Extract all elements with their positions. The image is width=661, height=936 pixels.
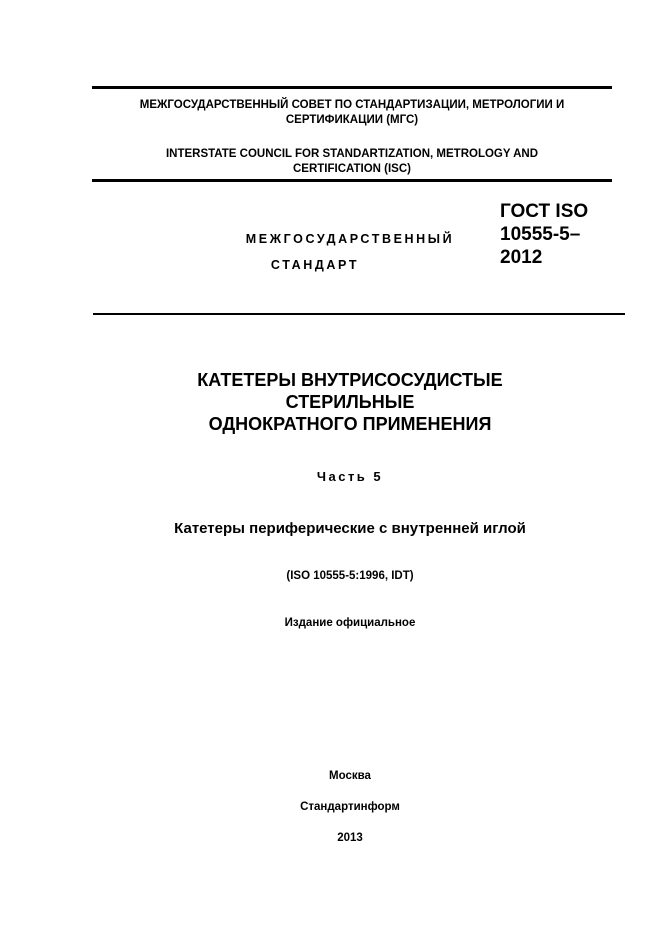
- part-number: Часть 5: [316, 469, 384, 484]
- publication-year: 2013: [337, 832, 363, 844]
- standard-number-line3: 2012: [500, 247, 543, 268]
- standard-number-line1: ГОСТ ISO: [500, 201, 589, 222]
- title-line1: КАТЕТЕРЫ ВНУТРИСОСУДИСТЫЕ: [197, 370, 503, 390]
- edition-note: Издание официальное: [284, 617, 416, 629]
- top-rule: [92, 86, 612, 89]
- document-title: [100, 369, 600, 435]
- iso-reference: (ISO 10555-5:1996, IDT): [286, 570, 414, 582]
- title-line2: СТЕРИЛЬНЫЕ: [285, 392, 415, 412]
- council-en: [92, 147, 612, 177]
- title-line3: ОДНОКРАТНОГО ПРИМЕНЕНИЯ: [208, 414, 492, 434]
- publisher-city: Москва: [329, 770, 371, 782]
- council-en-line2: CERTIFICATION (ISC): [293, 163, 411, 175]
- standard-type-line1: МЕЖГОСУДАРСТВЕННЫЙ: [245, 232, 455, 246]
- bottom-rule: [93, 313, 625, 315]
- middle-rule: [92, 179, 612, 182]
- council-ru: [92, 98, 612, 128]
- standard-type-line2: СТАНДАРТ: [270, 258, 360, 272]
- standard-number: [500, 200, 588, 269]
- publisher-name: Стандартинформ: [300, 801, 400, 813]
- council-ru-line2: СЕРТИФИКАЦИИ (МГС): [285, 114, 419, 126]
- council-ru-line1: МЕЖГОСУДАРСТВЕННЫЙ СОВЕТ ПО СТАНДАРТИЗАЦИИ, МЕТРОЛОГИИ И: [139, 99, 565, 111]
- council-en-line1: INTERSTATE COUNCIL FOR STANDARTIZATION, METROLOGY AND: [165, 148, 539, 160]
- subtitle: Катетеры периферические с внутренней иглой: [174, 520, 526, 537]
- standard-number-line2: 10555-5–: [500, 224, 581, 245]
